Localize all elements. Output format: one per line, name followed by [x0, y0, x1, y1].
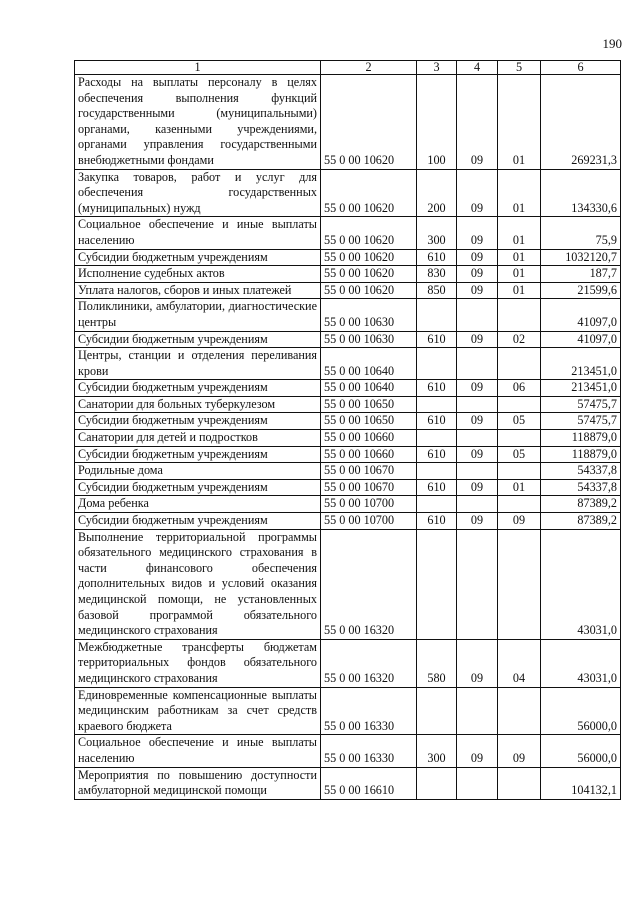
table-row — [75, 249, 621, 266]
section-code — [457, 299, 498, 331]
target-article-code: 55 0 00 10620 — [321, 169, 417, 217]
target-article-code: 55 0 00 10660 — [321, 446, 417, 463]
expense-name: Выполнение территориальной программы обязательного медицинского страхования в части финансового обеспечения дополнительных видов и условий оказания медицинской помощи, не установленных базовой программой обязательного медицинского страхования — [75, 529, 321, 639]
amount: 41097,0 — [541, 299, 621, 331]
header-row — [75, 61, 621, 75]
amount: 213451,0 — [541, 348, 621, 380]
target-article-code: 55 0 00 16610 — [321, 767, 417, 799]
section-code — [457, 463, 498, 480]
table-row — [75, 639, 621, 687]
table-row — [75, 479, 621, 496]
section-code: 09 — [457, 217, 498, 249]
amount: 54337,8 — [541, 479, 621, 496]
expense-type-code: 610 — [417, 446, 457, 463]
amount: 213451,0 — [541, 380, 621, 397]
table-row — [75, 169, 621, 217]
expense-type-code: 610 — [417, 380, 457, 397]
header-col-1: 1 — [75, 61, 321, 75]
table-row — [75, 496, 621, 513]
expense-name: Расходы на выплаты персоналу в целях обеспечения выполнения функций государственными (муниципальными) органами, казенными учреждениями, органами управления государственными внебюджетными фондами — [75, 75, 321, 170]
expense-type-code: 580 — [417, 639, 457, 687]
section-code: 09 — [457, 75, 498, 170]
table-row — [75, 348, 621, 380]
amount: 43031,0 — [541, 529, 621, 639]
expense-type-code — [417, 348, 457, 380]
table-row — [75, 735, 621, 767]
section-code: 09 — [457, 169, 498, 217]
section-code: 09 — [457, 735, 498, 767]
section-code: 09 — [457, 446, 498, 463]
section-code: 09 — [457, 513, 498, 530]
table-row — [75, 513, 621, 530]
section-code — [457, 396, 498, 413]
budget-table — [74, 60, 621, 800]
section-code: 09 — [457, 639, 498, 687]
expense-name: Единовременные компенсационные выплаты медицинским работникам за счет средств краевого бюджета — [75, 687, 321, 735]
amount: 54337,8 — [541, 463, 621, 480]
expense-type-code — [417, 396, 457, 413]
subsection-code: 06 — [498, 380, 541, 397]
expense-type-code — [417, 496, 457, 513]
subsection-code — [498, 348, 541, 380]
subsection-code: 05 — [498, 413, 541, 430]
amount: 104132,1 — [541, 767, 621, 799]
expense-name: Поликлиники, амбулатории, диагностические центры — [75, 299, 321, 331]
expense-name: Мероприятия по повышению доступности амбулаторной медицинской помощи — [75, 767, 321, 799]
subsection-code: 01 — [498, 75, 541, 170]
subsection-code: 01 — [498, 249, 541, 266]
table-row — [75, 529, 621, 639]
table-row — [75, 687, 621, 735]
table-row — [75, 413, 621, 430]
expense-type-code: 850 — [417, 282, 457, 299]
subsection-code: 01 — [498, 479, 541, 496]
amount: 41097,0 — [541, 331, 621, 348]
expense-type-code: 300 — [417, 735, 457, 767]
expense-name: Субсидии бюджетным учреждениям — [75, 513, 321, 530]
subsection-code — [498, 396, 541, 413]
expense-type-code: 100 — [417, 75, 457, 170]
table-row — [75, 217, 621, 249]
subsection-code: 09 — [498, 735, 541, 767]
table-row — [75, 430, 621, 447]
section-code: 09 — [457, 266, 498, 283]
target-article-code: 55 0 00 16320 — [321, 529, 417, 639]
target-article-code: 55 0 00 10620 — [321, 282, 417, 299]
page-number: 190 — [602, 36, 622, 51]
amount: 56000,0 — [541, 687, 621, 735]
amount: 187,7 — [541, 266, 621, 283]
target-article-code: 55 0 00 10670 — [321, 463, 417, 480]
amount: 75,9 — [541, 217, 621, 249]
amount: 21599,6 — [541, 282, 621, 299]
amount: 43031,0 — [541, 639, 621, 687]
expense-type-code: 610 — [417, 479, 457, 496]
expense-name: Санатории для больных туберкулезом — [75, 396, 321, 413]
expense-name: Уплата налогов, сборов и иных платежей — [75, 282, 321, 299]
header-col-5: 5 — [498, 61, 541, 75]
target-article-code: 55 0 00 16330 — [321, 735, 417, 767]
subsection-code — [498, 529, 541, 639]
section-code: 09 — [457, 380, 498, 397]
table-row — [75, 75, 621, 170]
table-row — [75, 331, 621, 348]
amount: 57475,7 — [541, 413, 621, 430]
target-article-code: 55 0 00 10700 — [321, 496, 417, 513]
expense-name: Социальное обеспечение и иные выплаты населению — [75, 217, 321, 249]
target-article-code: 55 0 00 10620 — [321, 266, 417, 283]
target-article-code: 55 0 00 10650 — [321, 396, 417, 413]
table-body — [75, 75, 621, 800]
section-code: 09 — [457, 282, 498, 299]
amount: 56000,0 — [541, 735, 621, 767]
table-row — [75, 299, 621, 331]
expense-type-code: 610 — [417, 513, 457, 530]
expense-type-code — [417, 299, 457, 331]
subsection-code: 01 — [498, 282, 541, 299]
section-code: 09 — [457, 249, 498, 266]
subsection-code: 04 — [498, 639, 541, 687]
expense-name: Санатории для детей и подростков — [75, 430, 321, 447]
target-article-code: 55 0 00 10630 — [321, 299, 417, 331]
subsection-code: 02 — [498, 331, 541, 348]
target-article-code: 55 0 00 16320 — [321, 639, 417, 687]
target-article-code: 55 0 00 10620 — [321, 217, 417, 249]
expense-type-code — [417, 687, 457, 735]
section-code — [457, 687, 498, 735]
expense-name: Родильные дома — [75, 463, 321, 480]
expense-name: Закупка товаров, работ и услуг для обеспечения государственных (муниципальных) нужд — [75, 169, 321, 217]
header-col-2: 2 — [321, 61, 417, 75]
subsection-code — [498, 430, 541, 447]
amount: 1032120,7 — [541, 249, 621, 266]
expense-type-code: 610 — [417, 331, 457, 348]
section-code: 09 — [457, 331, 498, 348]
expense-name: Субсидии бюджетным учреждениям — [75, 331, 321, 348]
expense-name: Исполнение судебных актов — [75, 266, 321, 283]
target-article-code: 55 0 00 10640 — [321, 348, 417, 380]
expense-name: Субсидии бюджетным учреждениям — [75, 249, 321, 266]
section-code — [457, 348, 498, 380]
target-article-code: 55 0 00 10660 — [321, 430, 417, 447]
amount: 118879,0 — [541, 446, 621, 463]
expense-name: Дома ребенка — [75, 496, 321, 513]
subsection-code — [498, 299, 541, 331]
target-article-code: 55 0 00 10620 — [321, 75, 417, 170]
table-row — [75, 463, 621, 480]
target-article-code: 55 0 00 10670 — [321, 479, 417, 496]
target-article-code: 55 0 00 10650 — [321, 413, 417, 430]
header-col-3: 3 — [417, 61, 457, 75]
section-code: 09 — [457, 479, 498, 496]
expense-name: Межбюджетные трансферты бюджетам территориальных фондов обязательного медицинского страхования — [75, 639, 321, 687]
table-row — [75, 380, 621, 397]
table-row — [75, 446, 621, 463]
amount: 87389,2 — [541, 496, 621, 513]
table-row — [75, 396, 621, 413]
header-col-4: 4 — [457, 61, 498, 75]
expense-name: Социальное обеспечение и иные выплаты населению — [75, 735, 321, 767]
subsection-code — [498, 687, 541, 735]
section-code — [457, 529, 498, 639]
expense-name: Субсидии бюджетным учреждениям — [75, 479, 321, 496]
expense-type-code — [417, 529, 457, 639]
expense-type-code — [417, 767, 457, 799]
subsection-code — [498, 496, 541, 513]
expense-type-code: 200 — [417, 169, 457, 217]
expense-type-code: 610 — [417, 413, 457, 430]
amount: 87389,2 — [541, 513, 621, 530]
target-article-code: 55 0 00 16330 — [321, 687, 417, 735]
table-row — [75, 266, 621, 283]
amount: 269231,3 — [541, 75, 621, 170]
expense-name: Центры, станции и отделения переливания крови — [75, 348, 321, 380]
amount: 134330,6 — [541, 169, 621, 217]
expense-name: Субсидии бюджетным учреждениям — [75, 446, 321, 463]
subsection-code: 01 — [498, 217, 541, 249]
subsection-code: 05 — [498, 446, 541, 463]
amount: 57475,7 — [541, 396, 621, 413]
target-article-code: 55 0 00 10700 — [321, 513, 417, 530]
subsection-code: 01 — [498, 169, 541, 217]
section-code — [457, 496, 498, 513]
section-code — [457, 767, 498, 799]
header-col-6: 6 — [541, 61, 621, 75]
expense-type-code — [417, 430, 457, 447]
expense-type-code: 610 — [417, 249, 457, 266]
expense-type-code: 830 — [417, 266, 457, 283]
subsection-code — [498, 767, 541, 799]
section-code: 09 — [457, 413, 498, 430]
subsection-code: 01 — [498, 266, 541, 283]
expense-type-code — [417, 463, 457, 480]
subsection-code: 09 — [498, 513, 541, 530]
target-article-code: 55 0 00 10620 — [321, 249, 417, 266]
target-article-code: 55 0 00 10630 — [321, 331, 417, 348]
table-row — [75, 767, 621, 799]
table-row — [75, 282, 621, 299]
target-article-code: 55 0 00 10640 — [321, 380, 417, 397]
amount: 118879,0 — [541, 430, 621, 447]
section-code — [457, 430, 498, 447]
expense-name: Субсидии бюджетным учреждениям — [75, 413, 321, 430]
subsection-code — [498, 463, 541, 480]
expense-name: Субсидии бюджетным учреждениям — [75, 380, 321, 397]
expense-type-code: 300 — [417, 217, 457, 249]
